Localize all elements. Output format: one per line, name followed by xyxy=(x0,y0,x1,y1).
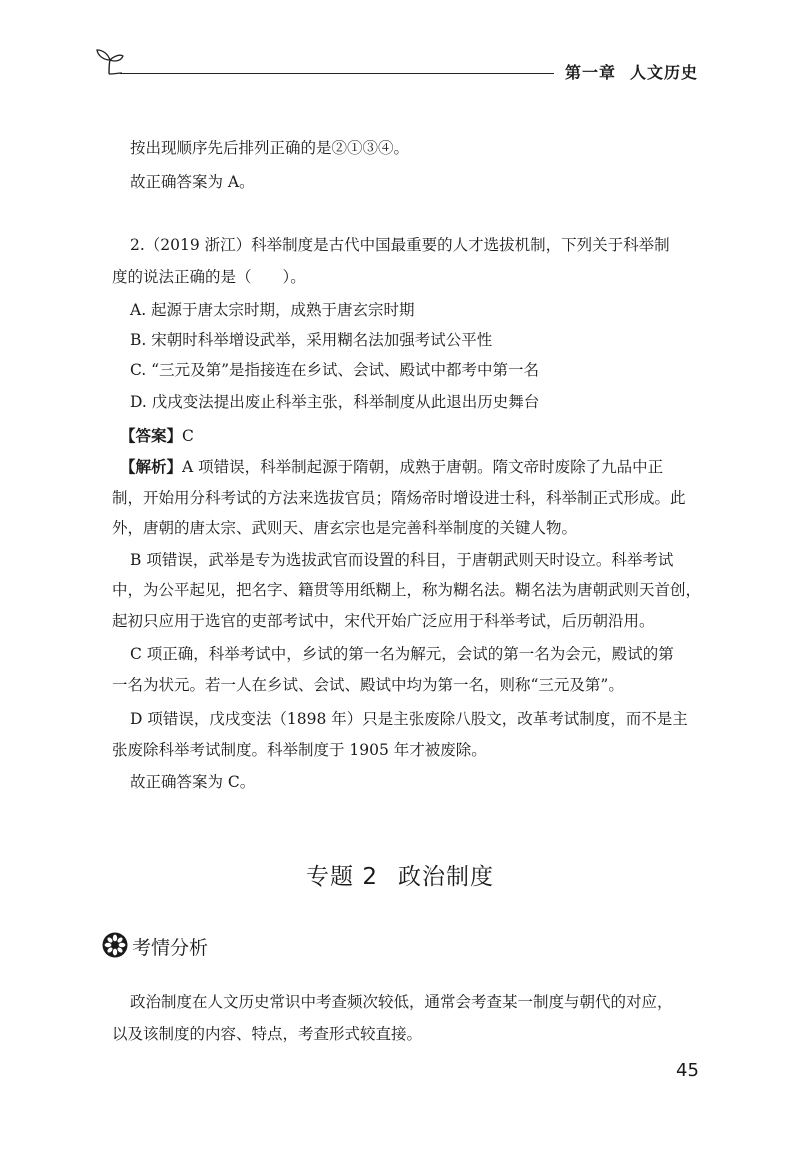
page-number: 45 xyxy=(676,1060,699,1081)
analysis-a-line1 xyxy=(120,457,663,477)
analysis-c-line1: C 项正确，科举考试中，乡试的第一名为解元，会试的第一名为会元，殿试的第 xyxy=(130,645,674,663)
analysis-a-line3: 外，唐朝的唐太宗、武则天、唐玄宗也是完善科举制度的关键人物。 xyxy=(112,519,578,537)
topic-number: 专题 2 xyxy=(306,864,378,890)
analysis-c-line2: 一名为状元。若一人在乡试、会试、殿试中均为第一名，则称“三元及第”。 xyxy=(112,676,624,694)
answer-line xyxy=(120,426,194,446)
answer-value: C xyxy=(182,427,194,445)
analysis-d-line1: D 项错误，戊戌变法（1898 年）只是主张废除八股文，改革考试制度，而不是主 xyxy=(130,710,688,728)
intro-answer: 故正确答案为 A。 xyxy=(130,173,255,191)
chapter-title: 人文历史 xyxy=(630,63,699,82)
analysis-b-line3: 起初只应用于选官的吏部考试中，宋代开始广泛应用于科举考试，后历朝沿用。 xyxy=(112,612,655,630)
option-b: B. 宋朝时科举增设武举，采用糊名法加强考试公平性 xyxy=(130,331,493,349)
conclusion: 故正确答案为 C。 xyxy=(130,773,256,791)
analysis-label: 【解析】 xyxy=(120,458,183,476)
option-c: C. “三元及第”是指接连在乡试、会试、殿试中都考中第一名 xyxy=(130,361,540,379)
chapter-label: 第一章 xyxy=(565,63,617,82)
question-stem-line1: 2.（2019 浙江）科举制度是古代中国最重要的人才选拔机制，下列关于科举制 xyxy=(130,236,670,254)
section-title: 考情分析 xyxy=(132,937,209,959)
intro-line: 按出现顺序先后排列正确的是②①③④。 xyxy=(130,139,410,157)
section-text-line2: 以及该制度的内容、特点，考查形式较直接。 xyxy=(112,1025,423,1043)
header-rule-end xyxy=(540,73,554,74)
answer-label: 【答案】 xyxy=(120,427,183,445)
analysis-b-line2: 中，为公平起见，把名字、籍贯等用纸糊上，称为糊名法。糊名法为唐朝武则天首创， xyxy=(112,581,702,599)
option-d: D. 戊戌变法提出废止科举主张，科举制度从此退出历史舞台 xyxy=(130,393,540,411)
gear-flower-icon xyxy=(102,932,128,958)
topic-heading xyxy=(0,858,800,891)
analysis-d-line2: 张废除科举考试制度。科举制度于 1905 年才被废除。 xyxy=(112,741,487,759)
analysis-a-line2: 制，开始用分科考试的方法来选拔官员；隋炀帝时增设进士科，科举制正式形成。此 xyxy=(112,489,686,507)
option-a: A. 起源于唐太宗时期，成熟于唐玄宗时期 xyxy=(130,301,415,319)
running-header xyxy=(565,60,712,83)
analysis-text: A 项错误，科举制起源于隋朝，成熟于唐朝。隋文帝时废除了九品中正 xyxy=(182,458,664,476)
header-rule xyxy=(120,73,550,74)
section-text-line1: 政治制度在人文历史常识中考查频次较低，通常会考查某一制度与朝代的对应， xyxy=(130,993,673,1011)
analysis-b-line1: B 项错误，武举是专为选拔武官而设置的科目，于唐朝武则天时设立。科举考试 xyxy=(130,551,674,569)
question-stem-line2: 度的说法正确的是（ ）。 xyxy=(112,268,306,286)
topic-name: 政治制度 xyxy=(397,864,494,890)
